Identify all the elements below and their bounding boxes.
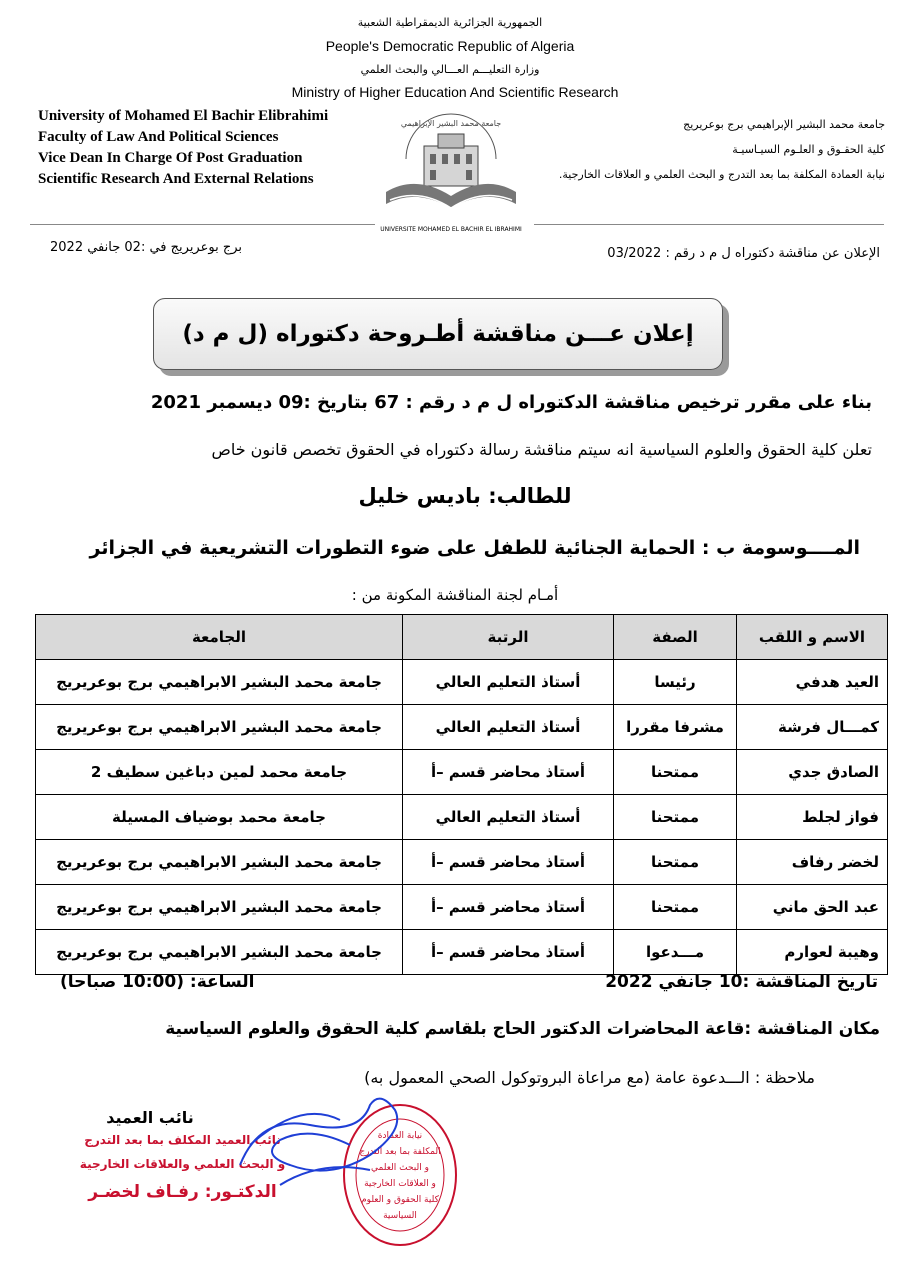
member-rank: أستاذ محاضر قسم –أ (403, 750, 614, 795)
header-divider-right (534, 224, 884, 225)
member-name: العيد هدفي (737, 660, 888, 705)
member-university: جامعة محمد بوضياف المسيلة (36, 795, 403, 840)
column-header: الرتبة (403, 615, 614, 660)
announcement-date: برج بوعريريج في :02 جانفي 2022 (50, 240, 243, 255)
round-stamp-line: و العلاقات الخارجية (364, 1179, 436, 1189)
round-stamp-line: كلية الحقوق و العلوم السياسية (361, 1195, 439, 1221)
member-role: ممتحنا (614, 840, 737, 885)
faculty-english-line: Faculty of Law And Political Sciences (38, 129, 279, 145)
republic-english: People's Democratic Republic of Algeria (325, 38, 575, 54)
round-stamp-line: المكلفة بما بعد التدرج (359, 1147, 441, 1157)
column-header: الصفة (614, 615, 737, 660)
member-university: جامعة محمد البشير الابراهيمي برج بوعريريج (36, 885, 403, 930)
member-role: ممتحنا (614, 885, 737, 930)
signatory-title: نائب العميد (106, 1108, 194, 1127)
member-university: جامعة محمد البشير الابراهيمي برج بوعريريج (36, 705, 403, 750)
faculty-arabic-line: نيابة العمادة المكلفة بما بعد التدرج و البحث العلمي و العلاقات الخارجية. (558, 168, 885, 181)
handwritten-signature (220, 1085, 420, 1215)
svg-text:جامعة محمد البشير الإبراهيمي: جامعة محمد البشير الإبراهيمي (400, 119, 502, 128)
member-rank: أستاذ التعليم العالي (403, 705, 614, 750)
authorization-line: بناء على مقرر ترخيص مناقشة الدكتوراه ل م د رقم : 67 بتاريخ :09 ديسمبر 2021 (150, 392, 872, 413)
member-name: كمـــال فرشة (737, 705, 888, 750)
column-header: الجامعة (36, 615, 403, 660)
member-role: رئيسا (614, 660, 737, 705)
stamp-line: نائب العميد المكلف بما بعد التدرج (84, 1133, 281, 1147)
defense-place: مكان المناقشة :قاعة المحاضرات الدكتور الحاج بلقاسم كلية الحقوق والعلوم السياسية (165, 1019, 880, 1039)
member-rank: أستاذ محاضر قسم –أ (403, 840, 614, 885)
member-name: فواز لجلط (737, 795, 888, 840)
republic-arabic: الجمهورية الجزائرية الديمقراطية الشعبية (357, 16, 543, 29)
page-title: إعلان عـــن مناقشة أطـروحة دكتوراه (ل م د) (182, 321, 694, 347)
stamp-signatory-name: الدكتـور: رفـاف لخضـر (88, 1182, 277, 1202)
faculty-arabic-line: جامعة محمد البشير الإبراهيمي برج بوعريريج (683, 118, 885, 131)
faculty-arabic-block (540, 112, 885, 187)
table-row (36, 750, 888, 795)
thesis-title: المــــوسومة ب : الحماية الجنائية للطفل على ضوء التطورات التشريعية في الجزائر (89, 537, 860, 559)
member-name: عبد الحق ماني (737, 885, 888, 930)
faculty-english-line: University of Mohamed El Bachir Elibrahimi (38, 108, 329, 124)
ministry-english: Ministry of Higher Education And Scientific Research (291, 84, 619, 100)
member-name: الصادق جدي (737, 750, 888, 795)
jury-table (35, 614, 888, 975)
table-row (36, 795, 888, 840)
member-university: جامعة محمد البشير الابراهيمي برج بوعريريج (36, 840, 403, 885)
table-row (36, 885, 888, 930)
member-rank: أستاذ التعليم العالي (403, 660, 614, 705)
member-role: مـــدعوا (614, 930, 737, 975)
member-rank: أستاذ محاضر قسم –أ (403, 930, 614, 975)
table-row (36, 840, 888, 885)
title-box (153, 298, 723, 370)
table-row (36, 705, 888, 750)
member-name: وهيبة لعوارم (737, 930, 888, 975)
round-stamp-line: و البحث العلمي (371, 1163, 429, 1173)
faculty-arabic-line: كلية الحقـوق و العلـوم السيـاسيـة (732, 143, 885, 156)
header-divider-left (30, 224, 375, 225)
member-rank: أستاذ التعليم العالي (403, 795, 614, 840)
member-university: جامعة محمد لمين دباغين سطيف 2 (36, 750, 403, 795)
stamp-line: و البحث العلمي والعلاقات الخارجية (79, 1157, 286, 1171)
defense-time: الساعة: (10:00 صباحا) (60, 972, 255, 992)
announcement-reference: الإعلان عن مناقشة دكتوراه ل م د رقم : 03/2022 (607, 246, 880, 261)
member-university: جامعة محمد البشير الابراهيمي برج بوعريريج (36, 930, 403, 975)
member-university: جامعة محمد البشير الابراهيمي برج بوعريريج (36, 660, 403, 705)
member-name: لخضر رفاف (737, 840, 888, 885)
faculty-english-line: Vice Dean In Charge Of Post Graduation (38, 150, 303, 166)
university-logo (376, 104, 526, 240)
defense-note: ملاحظة : الـــدعوة عامة (مع مراعاة البروتوكول الصحي المعمول به) (364, 1068, 815, 1087)
member-role: ممتحنا (614, 795, 737, 840)
faculty-english-block (38, 106, 358, 190)
table-row (36, 930, 888, 975)
student-name: للطالب: باديس خليل (358, 484, 572, 508)
committee-intro: أمـام لجنة المناقشة المكونة من : (351, 586, 559, 604)
member-rank: أستاذ محاضر قسم –أ (403, 885, 614, 930)
table-row (36, 660, 888, 705)
logo-caption: UNIVERSITE MOHAMED EL BACHIR EL IBRAHIMI (380, 226, 522, 233)
ministry-arabic: وزارة التعليـــم العـــالي والبحث العلمي (360, 63, 540, 76)
defense-date: تاريخ المناقشة :10 جانفي 2022 (605, 972, 878, 992)
announcement-line: تعلن كلية الحقوق والعلوم السياسية انه سيتم مناقشة رسالة دكتوراه في الحقوق تخصص قانون خاص (211, 440, 872, 459)
column-header: الاسم و اللقب (737, 615, 888, 660)
member-role: مشرفا مقررا (614, 705, 737, 750)
member-role: ممتحنا (614, 750, 737, 795)
table-header-row (36, 615, 888, 660)
faculty-english-line: Scientific Research And External Relations (38, 171, 314, 187)
round-stamp-line: نيابة العمادة (377, 1131, 423, 1141)
